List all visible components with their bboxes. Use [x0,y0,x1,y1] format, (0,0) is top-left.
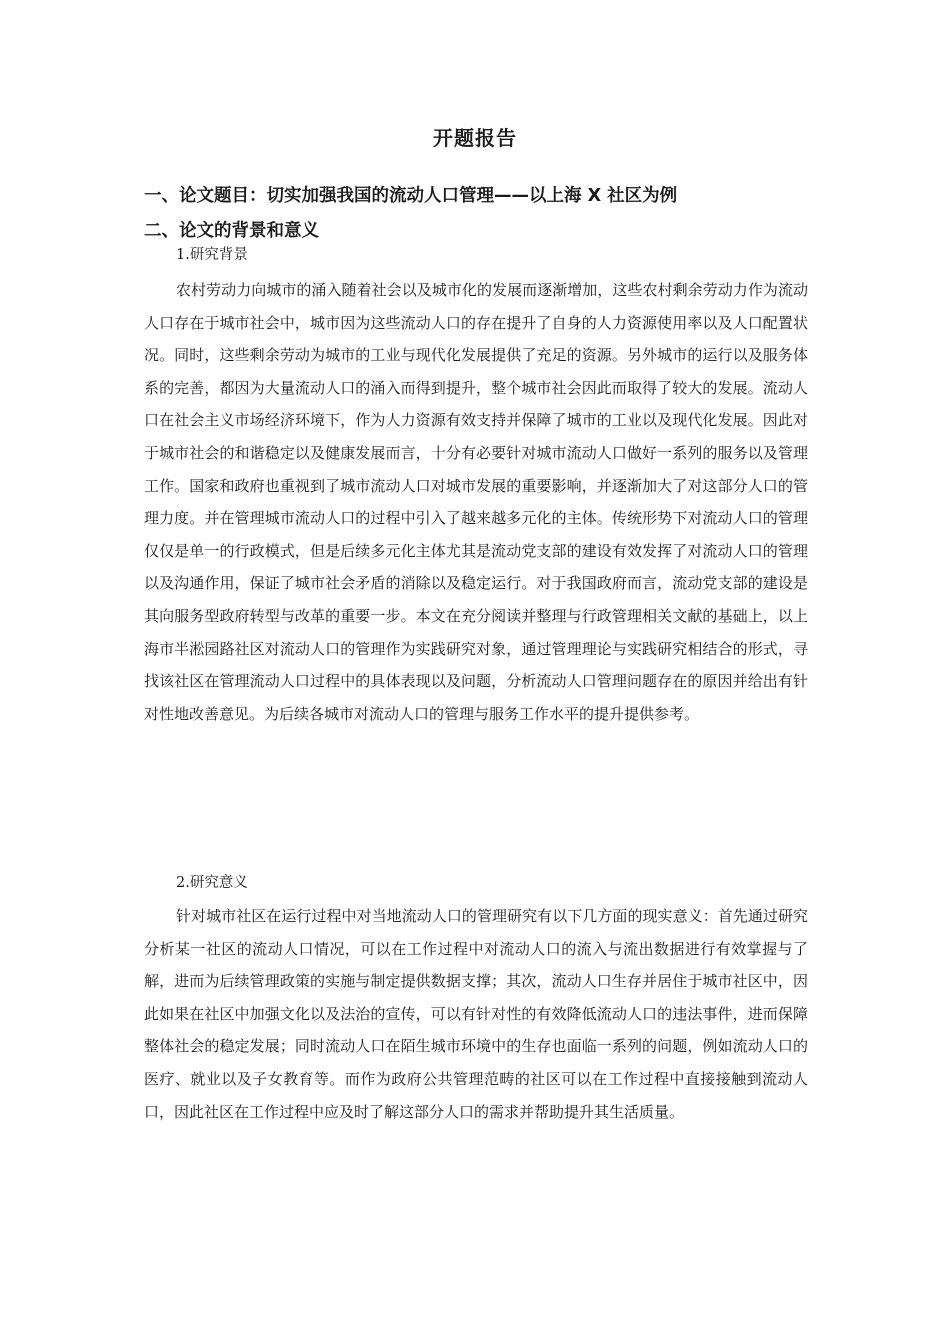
subsection-label-research-significance: 2.研究意义 [176,875,248,891]
paragraph-research-background: 农村劳动力向城市的涌入随着社会以及城市化的发展而逐渐增加，这些农村剩余劳动力作为流动人口存在于城市社会中，城市因为这些流动人口的存在提升了自身的人力资源使用率以及人口配置状况。同时，这些剩余劳动为城市的工业与现代化发展提供了充足的资源。另外城市的运行以及服务体系的完善，都因为大量流动人口的涌入而得到提升，整个城市社会因此而取得了较大的发展。流动人口在社会主义市场经济环境下，作为人力资源有效支持并保障了城市的工业以及现代化发展。因此对于城市社会的和谐稳定以及健康发展而言，十分有必要针对城市流动人口做好一系列的服务以及管理工作。国家和政府也重视到了城市流动人口对城市发展的重要影响，并逐渐加大了对这部分人口的管理力度。并在管理城市流动人口的过程中引入了越来越多元化的主体。传统形势下对流动人口的管理仅仅是单一的行政模式，但是后续多元化主体尤其是流动党支部的建设有效发挥了对流动人口的管理以及沟通作用，保证了城市社会矛盾的消除以及稳定运行。对于我国政府而言，流动党支部的建设是其向服务型政府转型与改革的重要一步。本文在充分阅读并整理与行政管理相关文献的基础上，以上海市半淞园路社区对流动人口的管理作为实践研究对象，通过管理理论与实践研究相结合的形式，寻找该社区在管理流动人口过程中的具体表现以及问题，分析流动人口管理问题存在的原因并给出有针对性地改善意见。为后续各城市对流动人口的管理与服务工作水平的提升提供参考。 [144,281,808,723]
document-title: 开题报告 [433,126,517,150]
section-heading-thesis-title: 一、论文题目：切实加强我国的流动人口管理——以上海 X 社区为例 [144,186,678,206]
paragraph-research-significance: 针对城市社区在运行过程中对当地流动人口的管理研究有以下几方面的现实意义：首先通过研究分析某一社区的流动人口情况，可以在工作过程中对流动人口的流入与流出数据进行有效掌握与了解，进而为后续管理政策的实施与制定提供数据支撑；其次，流动人口生存并居住于城市社区中，因此如果在社区中加强文化以及法治的宣传，可以有针对性的有效降低流动人口的违法事件，进而保障整体社会的稳定发展；同时流动人口在陌生城市环境中的生存也面临一系列的问题，例如流动人口的医疗、就业以及子女教育等。而作为政府公共管理范畴的社区可以在工作过程中直接接触到流动人口，因此社区在工作过程中应及时了解这部分人口的需求并帮助提升其生活质量。 [144,907,808,1121]
subsection-label-research-background: 1.研究背景 [176,247,248,263]
section-heading-background-significance: 二、论文的背景和意义 [144,221,319,241]
